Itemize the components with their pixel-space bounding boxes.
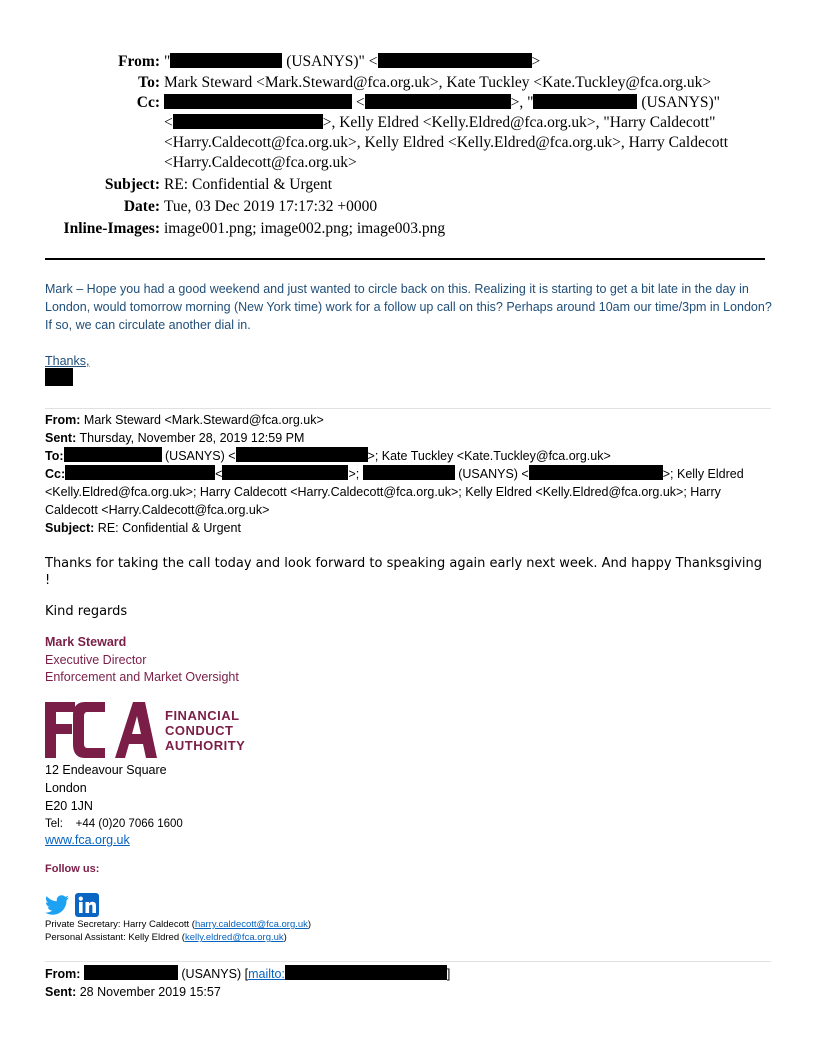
signature-tel: Tel: +44 (0)20 7066 1600 bbox=[45, 818, 183, 830]
fwd-sent-value: Thursday, November 28, 2019 12:59 PM bbox=[79, 431, 305, 445]
fwd-cc-part: >; Kelly Eldred bbox=[662, 467, 744, 481]
header-cc-label: Cc: bbox=[136, 94, 160, 111]
fwd-cc-line2: <Kelly.Eldred@fca.org.uk>; Harry Caldecott <Harry.Caldecott@fca.org.uk>; Kelly Eldred <Kelly.Eldred@fca.org.uk>; Harry bbox=[45, 485, 721, 499]
fwd-subject-label: Subject: bbox=[45, 521, 95, 535]
message-separator bbox=[45, 408, 771, 409]
fwd-message: Thanks for taking the call today and look forward to speaking again early next week. And happy Thanksgiving ! bbox=[45, 556, 763, 588]
pa-close: ) bbox=[283, 932, 287, 943]
address-line: 12 Endeavour Square bbox=[45, 763, 167, 777]
earlier-sent-label: Sent: bbox=[45, 985, 77, 999]
redaction-block bbox=[45, 368, 73, 386]
cc-part: (USANYS)" bbox=[641, 94, 720, 111]
redaction-block bbox=[363, 465, 455, 480]
redaction-block bbox=[65, 465, 215, 480]
fwd-from-label: From: bbox=[45, 413, 81, 427]
email-header bbox=[0, 52, 816, 239]
header-subject-label: Subject: bbox=[104, 176, 160, 193]
logo-line-2: CONDUCT bbox=[165, 723, 234, 738]
header-date-value: Tue, 03 Dec 2019 17:17:32 +0000 bbox=[164, 198, 378, 215]
cc-part: < bbox=[355, 94, 365, 111]
signature-address bbox=[45, 761, 167, 815]
fwd-cc-part: < bbox=[215, 467, 223, 481]
header-from-label: From: bbox=[118, 53, 160, 70]
redaction-block bbox=[529, 465, 663, 480]
header-from-row bbox=[0, 52, 816, 72]
fwd-to-part: (USANYS) < bbox=[165, 449, 236, 463]
ps-label: Private Secretary: Harry Caldecott ( bbox=[45, 919, 195, 930]
forwarded-header bbox=[45, 411, 775, 537]
redaction-block bbox=[84, 965, 178, 980]
ps-close: ) bbox=[307, 919, 312, 930]
fwd-to-label: To: bbox=[45, 449, 64, 463]
fwd-from-value: Mark Steward <Mark.Steward@fca.org.uk> bbox=[83, 413, 324, 427]
fwd-subject-value: RE: Confidential & Urgent bbox=[97, 521, 241, 535]
header-images-label: Inline-Images: bbox=[63, 220, 160, 237]
header-to-value: Mark Steward <Mark.Steward@fca.org.uk>, Kate Tuckley <Kate.Tuckley@fca.org.uk> bbox=[164, 74, 712, 91]
twitter-icon[interactable] bbox=[45, 895, 69, 915]
private-secretary-line bbox=[45, 918, 311, 931]
header-subject-value: RE: Confidential & Urgent bbox=[164, 176, 333, 193]
website-link[interactable]: www.fca.org.uk bbox=[45, 833, 130, 847]
header-to-row bbox=[0, 73, 816, 93]
redaction-block bbox=[173, 114, 323, 129]
redaction-block bbox=[222, 465, 348, 480]
redaction-block bbox=[170, 53, 282, 68]
fwd-sent-label: Sent: bbox=[45, 431, 77, 445]
header-cc-row bbox=[0, 93, 816, 173]
from-quote-open: " bbox=[164, 53, 171, 70]
fca-logo bbox=[45, 702, 255, 758]
address-line: London bbox=[45, 781, 87, 795]
earlier-from-part: ] bbox=[446, 967, 451, 981]
redaction-block bbox=[365, 94, 511, 109]
redaction-block bbox=[285, 965, 447, 980]
redaction-block bbox=[164, 94, 352, 109]
fwd-cc-line3: Caldecott <Harry.Caldecott@fca.org.uk> bbox=[45, 503, 270, 517]
header-date-label: Date: bbox=[123, 198, 160, 215]
signature-title: Executive Director bbox=[45, 653, 147, 667]
cc-part: >, " bbox=[510, 94, 534, 111]
header-divider bbox=[45, 258, 765, 260]
fwd-to-part: >; Kate Tuckley <Kate.Tuckley@fca.org.uk> bbox=[367, 449, 611, 463]
fwd-cc-part: (USANYS) < bbox=[458, 467, 529, 481]
follow-us-label: Follow us: bbox=[45, 863, 100, 875]
signature-dept: Enforcement and Market Oversight bbox=[45, 670, 239, 684]
logo-line-3: AUTHORITY bbox=[165, 738, 246, 753]
message-separator bbox=[45, 961, 771, 962]
personal-assistant-line bbox=[45, 931, 287, 944]
header-subject-row bbox=[0, 175, 816, 195]
redaction-block bbox=[64, 447, 162, 462]
from-bracket-close: > bbox=[531, 53, 541, 70]
redaction-block bbox=[378, 53, 532, 68]
ps-email-link[interactable]: harry.caldecott@fca.org.uk bbox=[194, 919, 308, 930]
earlier-mailto-link[interactable]: mailto: bbox=[248, 967, 285, 981]
logo-line-1: FINANCIAL bbox=[165, 708, 240, 723]
earlier-from-part: (USANYS) [ bbox=[181, 967, 249, 981]
header-date-row bbox=[0, 197, 816, 217]
redaction-block bbox=[236, 447, 368, 462]
header-images-value: image001.png; image002.png; image003.png bbox=[164, 220, 446, 237]
fwd-cc-label: Cc: bbox=[45, 467, 66, 481]
header-images-row bbox=[0, 219, 816, 239]
cc-part: <Harry.Caldecott@fca.org.uk> bbox=[164, 154, 357, 171]
earlier-header bbox=[45, 965, 775, 1001]
earlier-from-label: From: bbox=[45, 967, 81, 981]
redaction-block bbox=[533, 94, 637, 109]
pa-email-link[interactable]: kelly.eldred@fca.org.uk bbox=[184, 932, 284, 943]
fwd-regards: Kind regards bbox=[45, 604, 128, 619]
reply-thanks: Thanks, bbox=[45, 354, 90, 368]
address-line: E20 1JN bbox=[45, 799, 93, 813]
earlier-sent-value: 28 November 2019 15:57 bbox=[79, 985, 221, 999]
cc-part: >, Kelly Eldred <Kelly.Eldred@fca.org.uk>, "Harry Caldecott" bbox=[322, 114, 716, 131]
signature-website[interactable] bbox=[45, 831, 130, 849]
fwd-cc-part: >; bbox=[348, 467, 360, 481]
header-to-label: To: bbox=[138, 74, 160, 91]
cc-part: <Harry.Caldecott@fca.org.uk>, Kelly Eldred <Kelly.Eldred@fca.org.uk>, Harry Caldecott bbox=[164, 134, 729, 151]
from-org: (USANYS)" < bbox=[286, 53, 378, 70]
cc-part: < bbox=[164, 114, 173, 131]
reply-body: Mark – Hope you had a good weekend and just wanted to circle back on this. Realizing it is starting to get a bit late in the day in London, would tomorrow morning (New York time) work for a follow up call on this? Perhaps around 10am our time/3pm in London? If so, we can circulate another dial in. bbox=[45, 282, 772, 332]
linkedin-icon[interactable] bbox=[75, 893, 99, 917]
signature-name: Mark Steward bbox=[45, 635, 127, 649]
pa-label: Personal Assistant: Kelly Eldred ( bbox=[45, 932, 185, 943]
fca-logo-mark bbox=[45, 702, 255, 758]
